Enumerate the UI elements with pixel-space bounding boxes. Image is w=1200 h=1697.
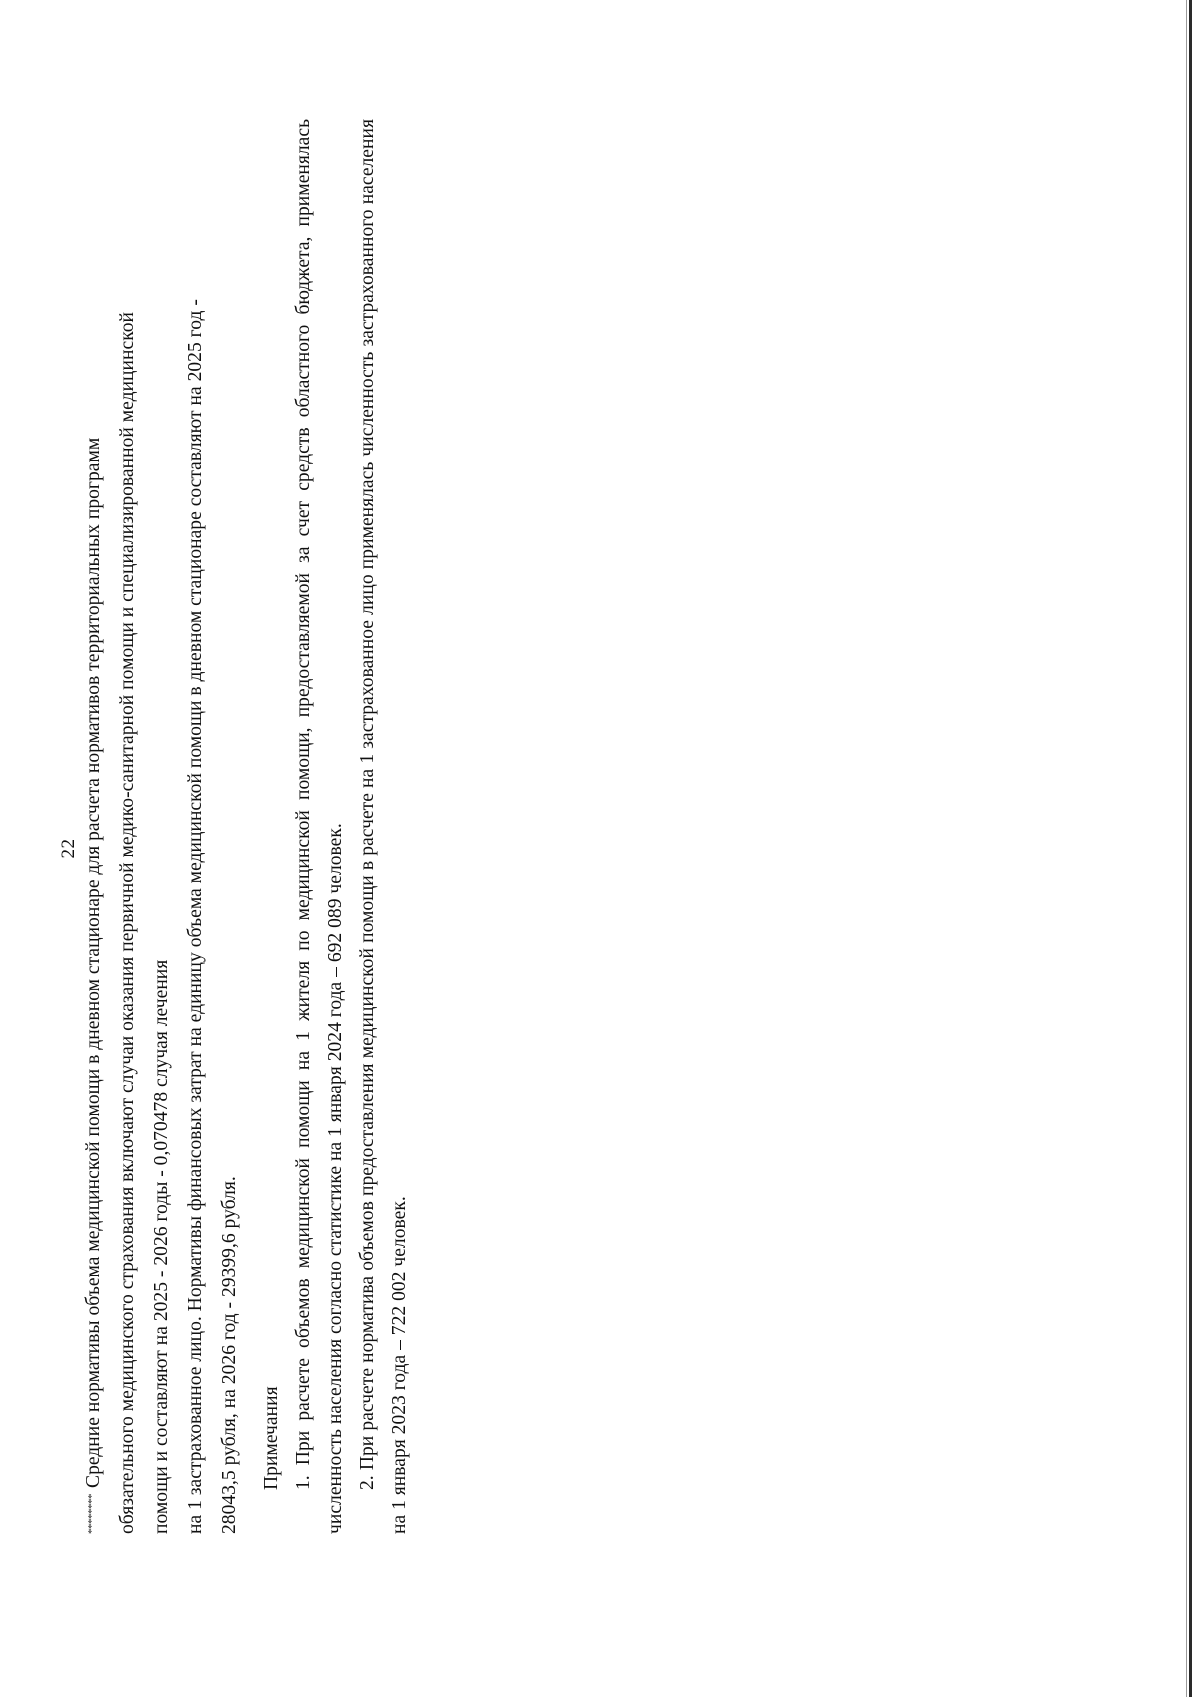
footnote-line-2: обязательного медицинского страхования включают случаи оказания первичной медико-санитарной помощи и специализированной медицинской (117, 311, 138, 1534)
footnote-line-1 (75, 134, 111, 1534)
footnote-line-3: помощи и составляют на 2025 - 2026 годы - 0,070478 случая лечения (151, 959, 172, 1534)
footnote-line-4: на 1 застрахованное лицо. Нормативы финансовых затрат на единицу объема медицинской помощи в дневном стационаре составляют на 2025 год - (185, 299, 206, 1534)
notes-section (256, 119, 416, 1534)
footnote-block (75, 134, 247, 1534)
notes-title: Примечания (261, 1386, 282, 1490)
footnote-line-1-text: Средние нормативы объема медицинской помощи в дневном стационаре для расчета нормативов территориальных программ (83, 437, 104, 1488)
footnote-marker: ******** (86, 1494, 98, 1534)
note-item-1: 1. При расчете объемов медицинской помощи на 1 жителя по медицинской помощи, предоставляемой за счет средств областного бюджета, применялась численность населения согласно статистике на 1 января 2024 года – 692 089 человек. (293, 119, 346, 1534)
page-number: 22 (58, 838, 79, 859)
scan-edge (1189, 0, 1192, 1697)
note-item-2: 2. При расчете норматива объемов предоставления медицинской помощи в расчете на 1 застрахованное лицо применялась численность застрахованного населения на 1 января 2023 года – 722 002 человек. (357, 119, 410, 1534)
footnote-line-5: 28043,5 рубля, на 2026 год - 29399,6 рубля. (219, 1176, 240, 1534)
scan-edge-shadow (1186, 0, 1187, 1697)
